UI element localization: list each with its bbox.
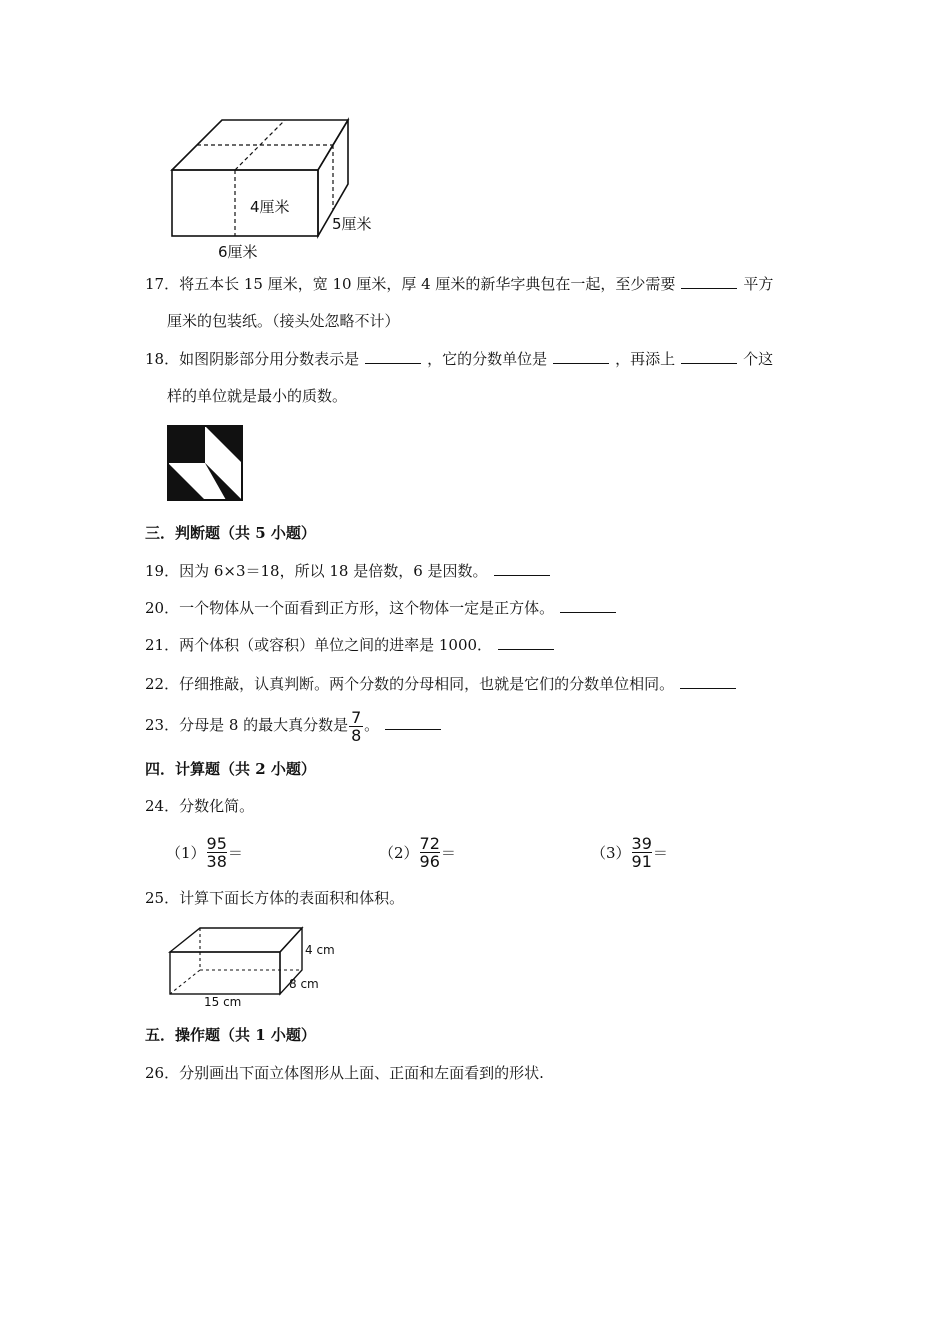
cuboid-figure-2: [162, 922, 347, 1008]
question-18-line2: 样的单位就是最小的质数。: [167, 387, 348, 405]
question-21: 21．两个体积（或容积）单位之间的进率是 1000．: [145, 635, 560, 655]
label-depth: 5厘米: [332, 215, 372, 233]
answer-blank-17[interactable]: [681, 274, 737, 289]
answer-blank-20[interactable]: [560, 598, 616, 613]
question-19: 19．因为 6×3＝18，所以 18 是倍数，6 是因数。: [145, 561, 556, 581]
section-4-title: 四．计算题（共 2 小题）: [145, 760, 316, 778]
section-5-title: 五．操作题（共 1 小题）: [145, 1026, 316, 1044]
question-26: 26．分别画出下面立体图形从上面、正面和左面看到的形状.: [145, 1064, 544, 1082]
question-23: 23．分母是 8 的最大真分数是 $\frac{7}{8}$ 。: [145, 704, 447, 746]
question-24: 24．分数化简。: [145, 797, 255, 815]
simplify-item-2: （2） $\frac{72}{96}$ ＝: [379, 833, 456, 871]
answer-blank-22[interactable]: [680, 674, 736, 689]
fraction-39-91: $\frac{39}{91}$: [631, 833, 652, 871]
question-25: 25．计算下面长方体的表面积和体积。: [145, 889, 405, 907]
answer-blank-18b[interactable]: [553, 349, 609, 364]
label-depth-cm: 8 cm: [289, 977, 319, 991]
label-length-cm: 15 cm: [204, 995, 242, 1008]
section-3-title: 三．判断题（共 5 小题）: [145, 524, 316, 542]
question-18-line1: 18．如图阴影部分用分数表示是 ，它的分数单位是 ，再添上 个这: [145, 350, 774, 368]
shaded-square-figure: [166, 424, 244, 502]
answer-blank-23[interactable]: [385, 715, 441, 730]
answer-blank-18c[interactable]: [681, 349, 737, 364]
answer-blank-21[interactable]: [498, 635, 554, 650]
label-height-cm: 4 cm: [305, 943, 335, 957]
question-22: 22．仔细推敲，认真判断。两个分数的分母相同，也就是它们的分数单位相同。: [145, 674, 742, 694]
fraction-72-96: $\frac{72}{96}$: [419, 833, 440, 871]
answer-blank-19[interactable]: [494, 561, 550, 576]
label-height: 4厘米: [250, 198, 290, 216]
simplify-item-1: （1） $\frac{95}{38}$ ＝: [166, 833, 243, 871]
question-17-line1: 17．将五本长 15 厘米，宽 10 厘米，厚 4 厘米的新华字典包在一起，至少需要 平方: [145, 275, 774, 293]
fraction-7-8: $\frac{7}{8}$: [351, 707, 362, 745]
question-17-line2: 厘米的包装纸。（接头处忽略不计）: [167, 312, 400, 330]
simplify-item-3: （3） $\frac{39}{91}$ ＝: [591, 833, 668, 871]
fraction-95-38: $\frac{95}{38}$: [206, 833, 227, 871]
cuboid-figure-1: [160, 112, 385, 264]
question-20: 20．一个物体从一个面看到正方形，这个物体一定是正方体。: [145, 598, 622, 618]
label-length: 6厘米: [218, 243, 258, 261]
answer-blank-18a[interactable]: [365, 349, 421, 364]
